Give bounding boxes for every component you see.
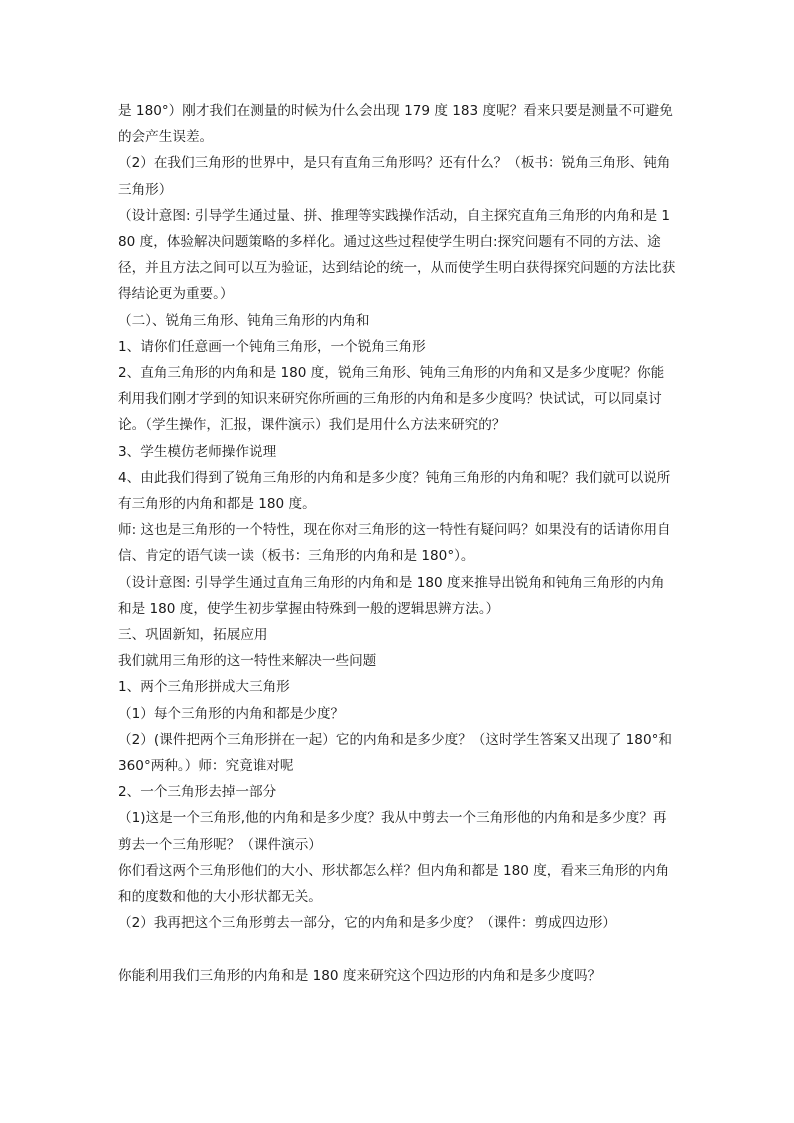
paragraph-7: 3、学生模仿老师操作说理 — [118, 443, 277, 460]
paragraph-6: 2、直角三角形的内角和是 180 度，锐角三角形、钝角三角形的内角和又是多少度呢？你能利用我们刚才学到的知识来研究你所画的三角形的内角和是多少度吗？快试试，可以同桌讨论。（学生操作，汇报，课件演示）我们是用什么方法来研究的？ — [118, 365, 665, 434]
paragraph-8: 4、由此我们得到了锐角三角形的内角和是多少度？钝角三角形的内角和呢？我们就可以说所有三角形的内角和都是 180 度。 — [118, 469, 671, 513]
section-heading-consolidate: 三、巩固新知，拓展应用 — [118, 627, 268, 644]
paragraph-14: （1）每个三角形的内角和都是少度？ — [118, 705, 345, 722]
paragraph-16: 2、一个三角形去掉一部分 — [118, 784, 277, 801]
paragraph-21: 你能利用我们三角形的内角和是 180 度来研究这个四边形的内角和是多少度吗？ — [118, 967, 602, 984]
paragraph-5: 1、请你们任意画一个钝角三角形，一个锐角三角形 — [118, 338, 426, 355]
paragraph-9: 师: 这也是三角形的一个特性，现在你对三角形的这一特性有疑问吗？如果没有的话请你用自信、肯定的语气读一读（板书：三角形的内角和是 180°）。 — [118, 522, 671, 565]
paragraph-2: （2）在我们三角形的世界中，是只有直角三角形吗？还有什么？（板书：锐角三角形、钝角三角形） — [118, 155, 671, 198]
paragraph-13: 1、两个三角形拼成大三角形 — [118, 679, 290, 696]
paragraph-10: （设计意图: 引导学生通过直角三角形的内角和是 180 度来推导出锐角和钝角三角形的内角和是 180 度，使学生初步掌握由特殊到一般的逻辑思辨方法。） — [118, 574, 665, 617]
paragraph-19: （2）我再把这个三角形剪去一部分，它的内角和是多少度？（课件：剪成四边形） — [118, 915, 617, 932]
section-heading-acute-obtuse: （二）、锐角三角形、钝角三角形的内角和 — [118, 312, 370, 329]
paragraph-17: （1)这是一个三角形,他的内角和是多少度？我从中剪去一个三角形他的内角和是多少度？再剪去一个三角形呢？（课件演示） — [118, 810, 667, 853]
blank-line — [118, 937, 676, 963]
paragraph-15: （2）(课件把两个三角形拼在一起）它的内角和是多少度？（这时学生答案又出现了 180°和 360°两种。）师：究竟谁对呢 — [118, 731, 672, 775]
paragraph-3: （设计意图: 引导学生通过量、拼、推理等实践操作活动，自主探究直角三角形的内角和是 180 度，体验解决问题策略的多样化。通过这些过程使学生明白:探究问题有不同的方法、途径，并且方法之间可以互为验证，达到结论的统一，从而使学生明白获得探究问题的方法比获得结论更为重要。） — [118, 207, 676, 303]
paragraph-12: 我们就用三角形的这一特性来解决一些问题 — [118, 653, 377, 670]
paragraph-1: 是 180°）刚才我们在测量的时候为什么会出现 179 度 183 度呢？看来只要是测量不可避免的会产生误差。 — [118, 103, 673, 146]
paragraph-18: 你们看这两个三角形他们的大小、形状都怎么样？但内角和都是 180 度，看来三角形的内角和的度数和他的大小形状都无关。 — [118, 862, 670, 906]
